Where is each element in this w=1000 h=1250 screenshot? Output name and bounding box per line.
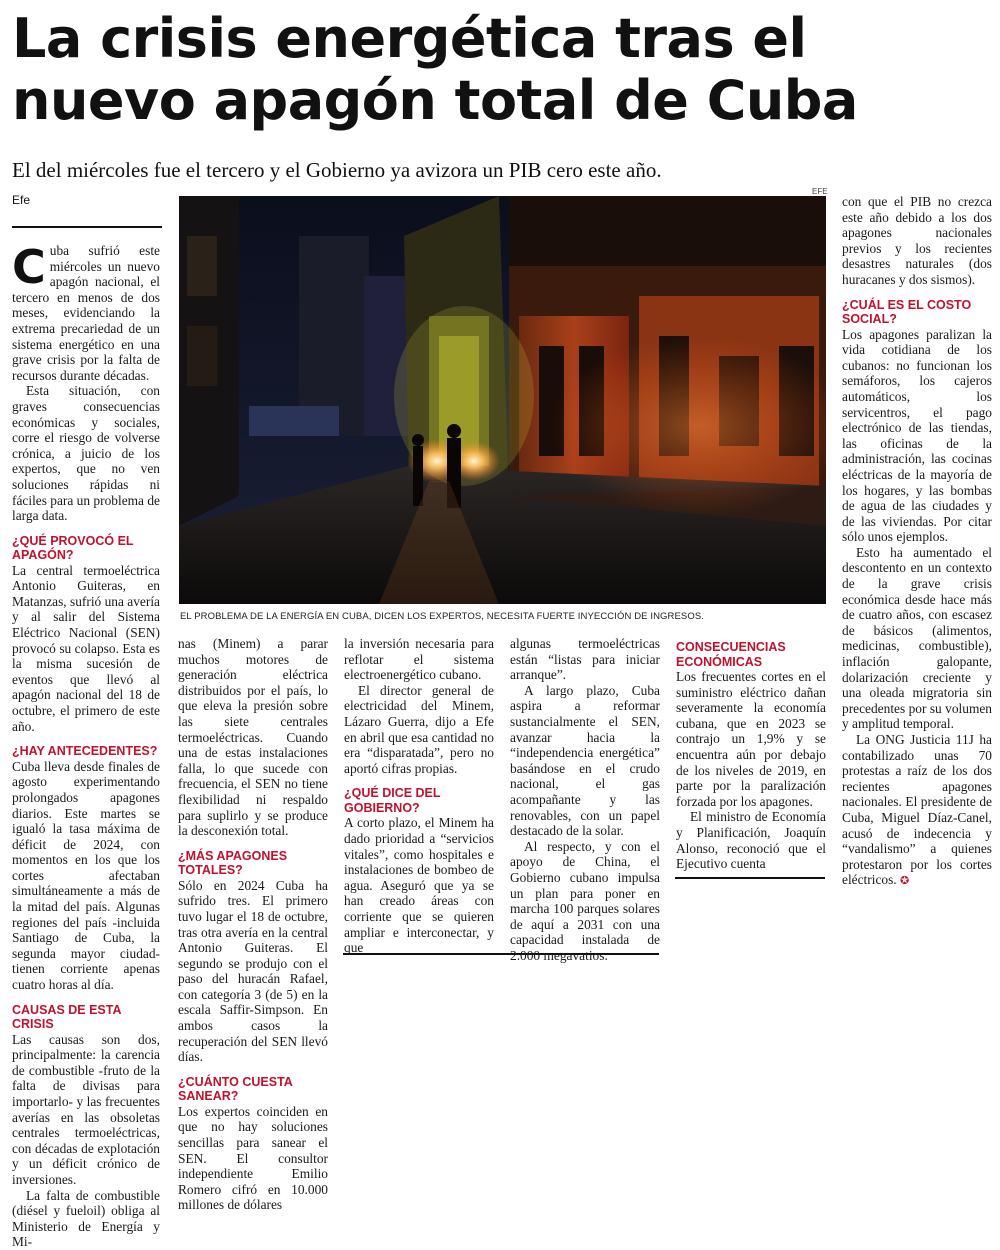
paragraph: Los apagones paralizan la vida cotidiana de los cubanos: no funcionan los semáforos, los cajeros automáticos, los servicentros, el pago electrónico de las tiendas, las oficinas de la administración, las cocinas eléctricas de la mayoría de los hogares, y las bombas de agua de las ciudades y de las viviendas. Por citar sólo unos ejemplos. <box>842 326 992 545</box>
paragraph: Los expertos coinciden en que no hay soluciones sencillas para sanear el SEN. El consultor independiente Emilio Romero cifró en 10.000 millones de dólares <box>178 1103 328 1213</box>
photo-credit: EFE <box>812 187 828 196</box>
paragraph: A largo plazo, Cuba aspira a reformar sustancialmente el SEN, avanzar hacia la “independencia energética” basándose en el crudo nacional, el gas acompañante y las renovables, con un papel destacado de la solar. <box>510 682 660 839</box>
paragraph: Esta situación, con graves consecuencias económicas y sociales, corre el riesgo de volverse crónica, a juicio de los expertos, que no ven soluciones rápidas ni fáciles para un problema de larga data. <box>12 383 160 524</box>
col5-bottom-rule <box>675 877 825 879</box>
headline-line-1: La crisis energética tras el <box>12 7 807 70</box>
section-heading: ¿QUÉ PROVOCÓ EL APAGÓN? <box>12 533 134 563</box>
section-heading: ¿QUÉ DICE DEL GOBIERNO? <box>344 786 441 815</box>
paragraph: El director general de electricidad del Minem, Lázaro Guerra, dijo a Efe en abril que esa cantidad no era “disparatada”, pero no aportó cifras propias. <box>344 682 494 776</box>
dropcap: C <box>12 240 46 294</box>
paragraph: A corto plazo, el Minem ha dado prioridad a “servicios vitales”, como hospitales e instalaciones de bombeo de agua. Aseguró que ya se han creado áreas con corriente que se quieren ampliar e interconectar, y que <box>344 815 494 956</box>
lead-paragraph <box>12 240 160 383</box>
paragraph: con que el PIB no crezca este año debido a los dos apagones nacionales previos y los recientes desastres naturales (dos huracanes y dos sismos). <box>842 194 992 287</box>
paragraph: El ministro de Economía y Planificación, Joaquín Alonso, reconoció que el Ejecutivo cuenta <box>676 809 826 872</box>
section-heading: ¿HAY ANTECEDENTES? <box>12 744 158 759</box>
article-column-5 <box>676 640 826 872</box>
end-mark-icon: ✪ <box>900 874 910 888</box>
headline-line-2: nuevo apagón total de Cuba <box>12 69 858 132</box>
paragraph: algunas termoeléctricas están “listas para iniciar arranque”. <box>510 636 660 683</box>
article-column-6 <box>842 194 992 889</box>
paragraph: La falta de combustible (diésel y fueloil) obliga al Ministerio de Energía y Mi- <box>12 1187 160 1250</box>
byline-rule <box>12 226 162 228</box>
article-column-3 <box>344 636 494 956</box>
paragraph: Sólo en 2024 Cuba ha sufrido tres. El primero tuvo lugar el 18 de octubre, tras otra avería en la central Antonio Guiteras. El segundo se produjo con el paso del huracán Rafael, con categoría 3 (de 5) en la escala Saffir-Simpson. En ambos casos la recuperación del SEN llevó días. <box>178 877 328 1065</box>
article-column-1 <box>12 240 160 1250</box>
headline <box>12 8 992 132</box>
paragraph: Al respecto, y con el apoyo de China, el Gobierno cubano impulsa un plan para poner en marcha 100 parques solares de aquí a 2031 con una capacidad instalada de 2.000 megavatios. <box>510 838 660 963</box>
paragraph: nas (Minem) a parar muchos motores de generación eléctrica distribuidos por el país, lo que eleva la presión sobre las siete centrales termoeléctricas. Cuando una de estas instalaciones falla, lo que sucede con frecuencia, el SEN no tiene flexibilidad ni respaldo para suplirlo y se produce la desconexión total. <box>178 636 328 839</box>
closing-text: La ONG Justicia 11J ha contabilizado unas 70 protestas a raíz de los dos recientes apagones nacionales. El presidente de Cuba, Miguel Díaz-Canel, acusó de indecencia y “vandalismo” a quienes protestaron por los cortes eléctricos. <box>842 732 992 888</box>
section-heading: CONSECUENCIAS ECONÓMICAS <box>676 640 786 669</box>
street-photo <box>179 196 826 604</box>
paragraph: la inversión necesaria para reflotar el sistema electroenergético cubano. <box>344 636 494 683</box>
paragraph: Las causas son dos, principalmente: la carencia de combustible -fruto de la falta de divisas para importarlo- y las frecuentes averías en las obsoletas centrales termoeléctricas, con décadas de explotación y un déficit crónico de inversiones. <box>12 1031 160 1187</box>
byline: Efe <box>12 193 31 207</box>
paragraph: Esto ha aumentado el descontento en un contexto de la grave crisis económica desde hace más de cuatro años, con escasez de básicos (alimentos, medicinas, combustible), inflación galopante, dolarización creciente y una oleada migratoria sin precedentes por su volumen y amplitud temporal. <box>842 544 992 732</box>
paragraph <box>842 732 992 889</box>
lead-text: uba sufrió este miércoles un nuevo apagón nacional, el tercero en menos de dos meses, evidenciando la extrema precariedad de un sistema energético en una grave crisis por la falta de recursos durante décadas. <box>12 243 160 383</box>
section-heading: ¿CUÁNTO CUESTA SANEAR? <box>178 1074 293 1104</box>
night-street-illustration <box>179 196 826 604</box>
article-column-4 <box>510 636 660 963</box>
paragraph: Los frecuentes cortes en el suministro eléctrico dañan severamente la economía cubana, que en 2023 se contrajo un 1,9% y se encuentra aún por debajo de los niveles de 2019, en parte por la paralización forzada por los apagones. <box>676 669 826 809</box>
section-heading: ¿CUÁL ES EL COSTO SOCIAL? <box>842 297 972 327</box>
paragraph: La central termoeléctrica Antonio Guiteras, en Matanzas, sufrió una avería y al salir del Sistema Eléctrico Nacional (SEN) provocó su colapso. Esta es la misma sucesión de eventos que llevó al apagón nacional del 18 de octubre, el primero de este año. <box>12 562 160 734</box>
subtitle: El del miércoles fue el tercero y el Gobierno ya avizora un PIB cero este año. <box>12 158 662 182</box>
section-heading: ¿MÁS APAGONES TOTALES? <box>178 848 288 878</box>
paragraph: Cuba lleva desde finales de agosto experimentando prolongados apagones diarios. Este martes se igualó la tasa máxima de déficit de 2024, con momentos en los que los cortes afectaban simultáneamente a más de la mitad del país. Algunas regiones del país -incluida Santiago de Cuba, la segunda mayor ciudad- tienen corriente apenas cuatro horas al día. <box>12 758 160 993</box>
section-heading: CAUSAS DE ESTA CRISIS <box>12 1002 122 1032</box>
article-column-2 <box>178 636 328 1213</box>
photo-caption: EL PROBLEMA DE LA ENERGÍA EN CUBA, DICEN LOS EXPERTOS, NECESITA FUERTE INYECCIÓN DE INGRESOS. <box>180 611 705 622</box>
